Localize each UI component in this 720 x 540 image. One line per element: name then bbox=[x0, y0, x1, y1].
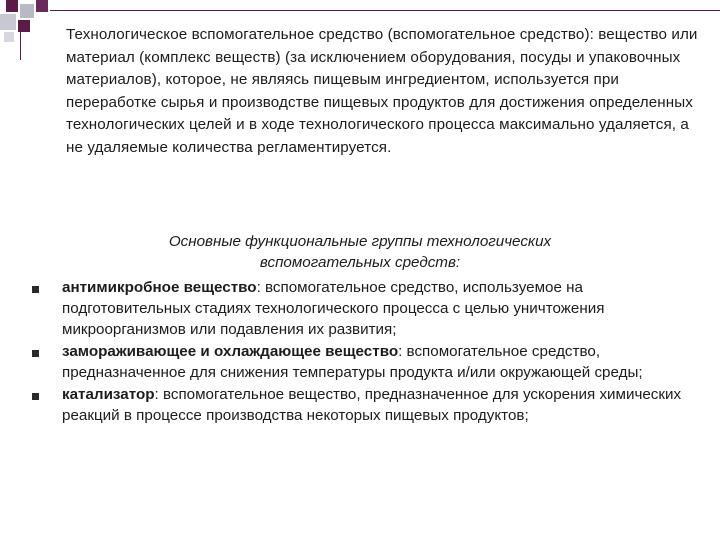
heading-line-1: Основные функциональные группы технологических bbox=[168, 233, 552, 250]
decor-square bbox=[4, 32, 14, 42]
decor-square bbox=[20, 4, 34, 18]
group-term: замораживающее и охлаждающее вещество bbox=[62, 343, 399, 360]
decor-square bbox=[36, 0, 48, 12]
list-item bbox=[24, 277, 704, 340]
top-rule bbox=[50, 10, 720, 11]
groups-list bbox=[24, 277, 704, 427]
section-heading bbox=[60, 231, 660, 273]
definition-paragraph bbox=[66, 24, 706, 159]
list-item bbox=[24, 341, 704, 383]
definition-text: : вещество или материал (комплекс веществ) (за исключением оборудования, посуды и упаковочных материалов), которое, не являясь пищевым ингредиентом, используется при переработке сырья и производстве пищевых продуктов для достижения определенных технологических целей и в ходе технологического процесса максимально удаляется, а не удаляемые количества регламентируется. bbox=[66, 26, 698, 156]
side-rule bbox=[20, 20, 21, 60]
group-text: : вспомогательное средство, предназначенное для снижения температуры продукта и/или окружающей среды; bbox=[62, 343, 643, 381]
group-term: катализатор bbox=[62, 386, 155, 403]
decor-square bbox=[0, 14, 16, 30]
corner-decoration bbox=[0, 0, 60, 50]
square-bullet-icon bbox=[32, 350, 39, 357]
heading-line-2: вспомогательных средств: bbox=[259, 254, 461, 271]
square-bullet-icon bbox=[32, 286, 39, 293]
group-term: антимикробное вещество bbox=[62, 279, 257, 296]
definition-term: Технологическое вспомогательное средство (вспомогательное средство) bbox=[66, 26, 590, 43]
group-text: : вспомогательное вещество, предназначенное для ускорения химических реакций в процессе производства некоторых пищевых продуктов; bbox=[62, 386, 682, 424]
group-text: : вспомогательное средство, используемое на подготовительных стадиях технологического процесса с целью уничтожения микроорганизмов или подавления их развития; bbox=[62, 279, 605, 338]
list-item bbox=[24, 384, 704, 426]
decor-square bbox=[6, 0, 18, 12]
square-bullet-icon bbox=[32, 393, 39, 400]
